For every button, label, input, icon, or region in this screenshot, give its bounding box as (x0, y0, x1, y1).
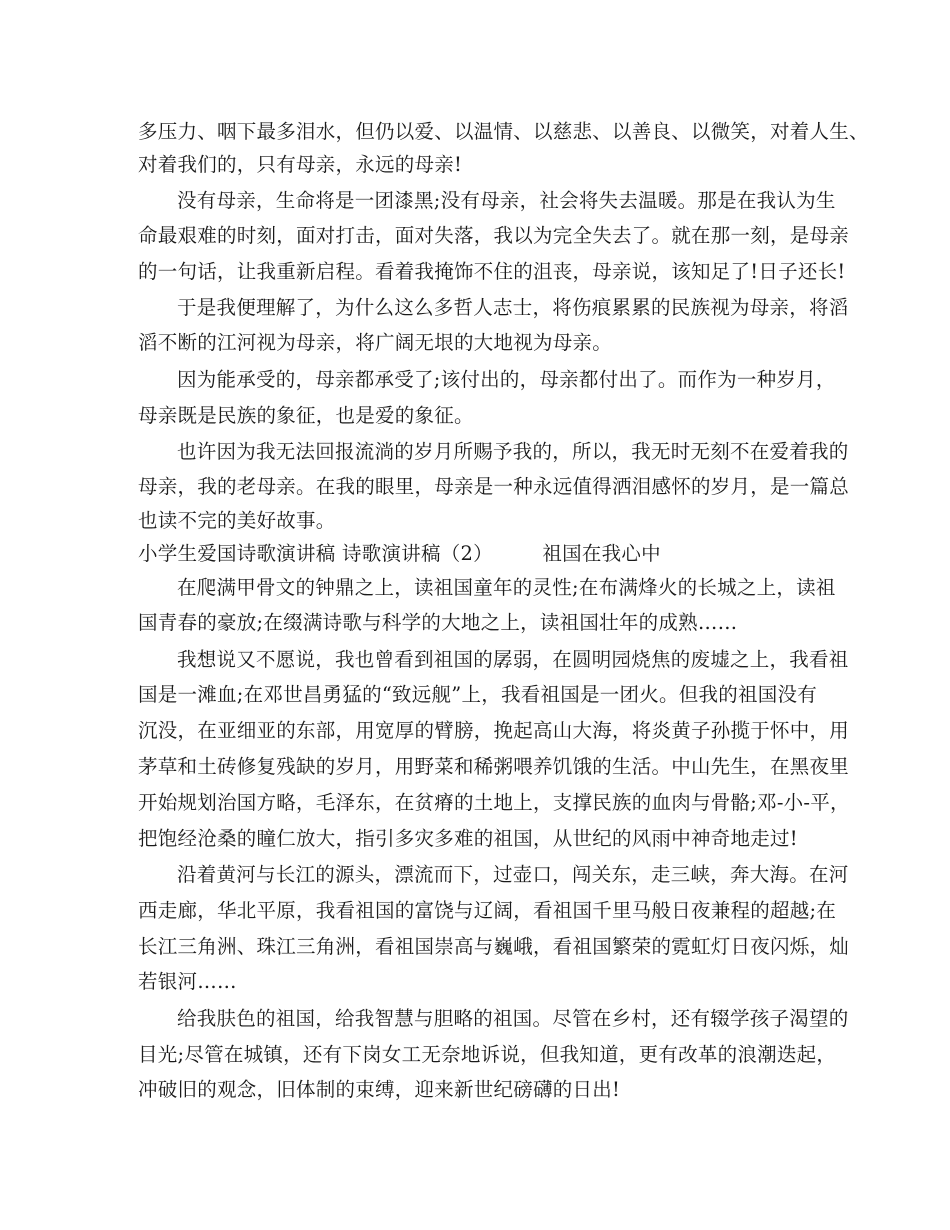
section-heading: 小学生爱国诗歌演讲稿 诗歌演讲稿（2） 祖国在我心中 (138, 542, 661, 565)
paragraph-line: 给我肤色的祖国，给我智慧与胆略的祖国。尽管在乡村，还有辍学孩子渴望的 (177, 1007, 849, 1030)
paragraph-line: 没有母亲，生命将是一团漆黑;没有母亲，社会将失去温暖。那是在我认为生 (177, 189, 836, 212)
paragraph-line: 多压力、咽下最多泪水，但仍以爱、以温情、以慈悲、以善良、以微笑，对着人生、 (138, 120, 869, 143)
paragraph-line: 沿着黄河与长江的源头，漂流而下，过壶口，闯关东，走三峡，奔大海。在河 (177, 863, 849, 886)
paragraph-line: 我想说又不愿说，我也曾看到祖国的孱弱，在圆明园烧焦的废墟之上，我看祖 (177, 648, 849, 671)
paragraph-line: 母亲，我的老母亲。在我的眼里，母亲是一种永远值得洒泪感怀的岁月，是一篇总 (138, 475, 850, 498)
paragraph-line: 开始规划治国方略，毛泽东，在贫瘠的土地上，支撑民族的血肉与骨骼;邓-小-平， (138, 791, 850, 814)
paragraph-line: 若银河…… (138, 970, 237, 993)
paragraph-line: 的一句话，让我重新启程。看着我掩饰不住的沮丧，母亲说，该知足了!日子还长! (138, 260, 846, 283)
paragraph-line: 在爬满甲骨文的钟鼎之上，读祖国童年的灵性;在布满烽火的长城之上，读祖 (177, 576, 836, 599)
paragraph-line: 母亲既是民族的象征，也是爱的象征。 (138, 404, 474, 427)
paragraph-line: 茅草和土砖修复残缺的岁月，用野菜和稀粥喂养饥饿的生活。中山先生，在黑夜里 (138, 755, 850, 778)
paragraph-line: 也读不完的美好故事。 (138, 509, 336, 532)
paragraph-line: 滔不断的江河视为母亲，将广阔无垠的大地视为母亲。 (138, 331, 613, 354)
paragraph-line: 沉没，在亚细亚的东部，用宽厚的臂膀，挽起高山大海，将炎黄子孙揽于怀中，用 (138, 719, 850, 742)
paragraph-line: 把饱经沧桑的瞳仁放大，指引多灾多难的祖国，从世纪的风雨中神奇地走过! (138, 827, 798, 850)
paragraph-line: 长江三角洲、珠江三角洲，看祖国崇高与巍峨，看祖国繁荣的霓虹灯日夜闪烁，灿 (138, 935, 850, 958)
paragraph-line: 命最艰难的时刻，面对打击，面对失落，我以为完全失去了。就在那一刻，是母亲 (138, 224, 850, 247)
paragraph-line: 西走廊，华北平原，我看祖国的富饶与辽阔，看祖国千里马般日夜兼程的超越;在 (138, 899, 837, 922)
paragraph-line: 也许因为我无法回报流淌的岁月所赐予我的，所以，我无时无刻不在爱着我的 (177, 440, 849, 463)
paragraph-line: 因为能承受的，母亲都承受了;该付出的，母亲都付出了。而作为一种岁月， (177, 368, 836, 391)
paragraph-line: 国是一滩血;在邓世昌勇猛的“致远舰”上，我看祖国是一团火。但我的祖国没有 (138, 683, 818, 706)
paragraph-line: 对着我们的，只有母亲，永远的母亲! (138, 153, 463, 176)
paragraph-line: 国青春的豪放;在缀满诗歌与科学的大地之上，读祖国壮年的成熟…… (138, 611, 738, 634)
paragraph-line: 冲破旧的观念，旧体制的束缚，迎来新世纪磅礴的日出! (138, 1078, 621, 1101)
paragraph-line: 目光;尽管在城镇，还有下岗女工无奈地诉说，但我知道，更有改革的浪潮迭起， (138, 1043, 837, 1066)
paragraph-line: 于是我便理解了，为什么这么多哲人志士，将伤痕累累的民族视为母亲，将滔 (177, 296, 849, 319)
